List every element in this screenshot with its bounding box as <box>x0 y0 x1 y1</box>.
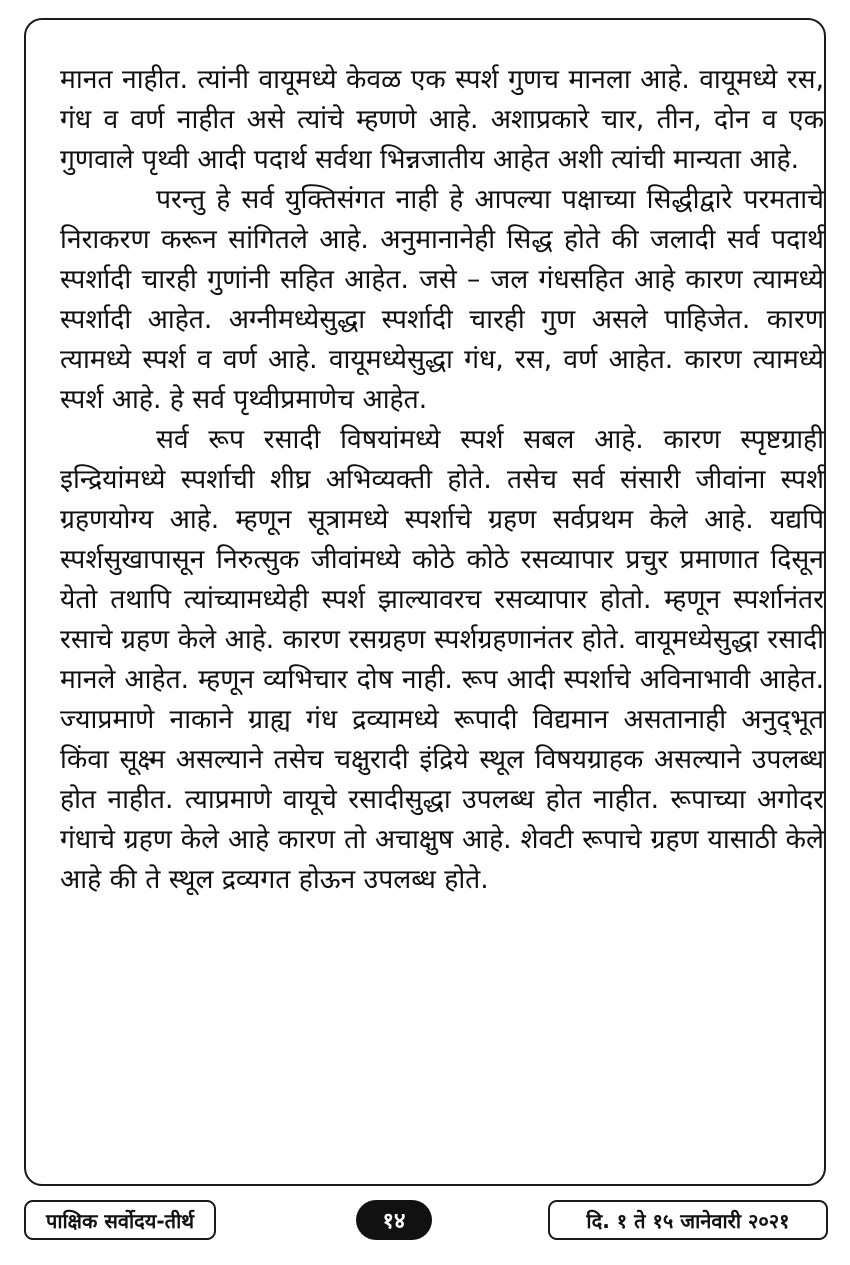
publication-name: पाक्षिक सर्वोदय-तीर्थ <box>24 1200 216 1240</box>
paragraph-3: सर्व रूप रसादी विषयांमध्ये स्पर्श सबल आहे. कारण स्पृष्टग्राही इन्द्रियांमध्ये स्पर्शाची शीघ्र अभिव्यक्ती होते. तसेच सर्व संसारी जीवांना स्पर्श ग्रहणयोग्य आहे. म्हणून सूत्रामध्ये स्पर्शाचे ग्रहण सर्वप्रथम केले आहे. यद्यपि स्पर्शसुखापासून निरुत्सुक जीवांमध्ये कोठे कोठे रसव्यापार प्रचुर प्रमाणात दिसून येतो तथापि त्यांच्यामध्येही स्पर्श झाल्यावरच रसव्यापार होतो. म्हणून स्पर्शानंतर रसाचे ग्रहण केले आहे. कारण रसग्रहण स्पर्शग्रहणानंतर होते. वायूमध्येसुद्धा रसादी मानले आहेत. म्हणून व्यभिचार दोष नाही. रूप आदी स्पर्शाचे अविनाभावी आहेत. ज्याप्रमाणे नाकाने ग्राह्य गंध द्रव्यामध्ये रूपादी विद्यमान असतानाही अनुद्‌भूत किंवा सूक्ष्म असल्याने तसेच चक्षुरादी इंद्रिये स्थूल विषयग्राहक असल्याने उपलब्ध होत नाहीत. त्याप्रमाणे वायूचे रसादीसुद्धा उपलब्ध होत नाहीत. रूपाच्या अगोदर गंधाचे ग्रहण केले आहे कारण तो अचाक्षुष आहे. शेवटी रूपाचे ग्रहण यासाठी केले आहे की ते स्थूल द्रव्यगत होऊन उपलब्ध होते. <box>60 424 824 895</box>
page-number: १४ <box>356 1200 432 1240</box>
issue-date: दि. १ ते १५ जानेवारी २०२१ <box>548 1200 828 1240</box>
paragraph-1: मानत नाहीत. त्यांनी वायूमध्ये केवळ एक स्पर्श गुणच मानला आहे. वायूमध्ये रस, गंध व वर्ण नाहीत असे त्यांचे म्हणणे आहे. अशाप्रकारे चार, तीन, दोन व एक गुणवाले पृथ्वी आदी पदार्थ सर्वथा भिन्नजातीय आहेत अशी त्यांची मान्यता आहे. <box>60 64 824 175</box>
paragraph-2: परन्तु हे सर्व युक्तिसंगत नाही हे आपल्या पक्षाच्या सिद्धीद्वारे परमताचे निराकरण करून सांगितले आहे. अनुमानानेही सिद्ध होते की जलादी सर्व पदार्थ स्पर्शादी चारही गुणांनी सहित आहेत. जसे – जल गंधसहित आहे कारण त्यामध्ये स्पर्शादी आहेत. अग्नीमध्येसुद्धा स्पर्शादी चारही गुण असले पाहिजेत. कारण त्यामध्ये स्पर्श व वर्ण आहे. वायूमध्येसुद्धा गंध, रस, वर्ण आहेत. कारण त्यामध्ये स्पर्श आहे. हे सर्व पृथ्वीप्रमाणेच आहेत. <box>60 184 824 415</box>
text-body <box>60 60 824 900</box>
page-frame <box>24 18 826 1186</box>
